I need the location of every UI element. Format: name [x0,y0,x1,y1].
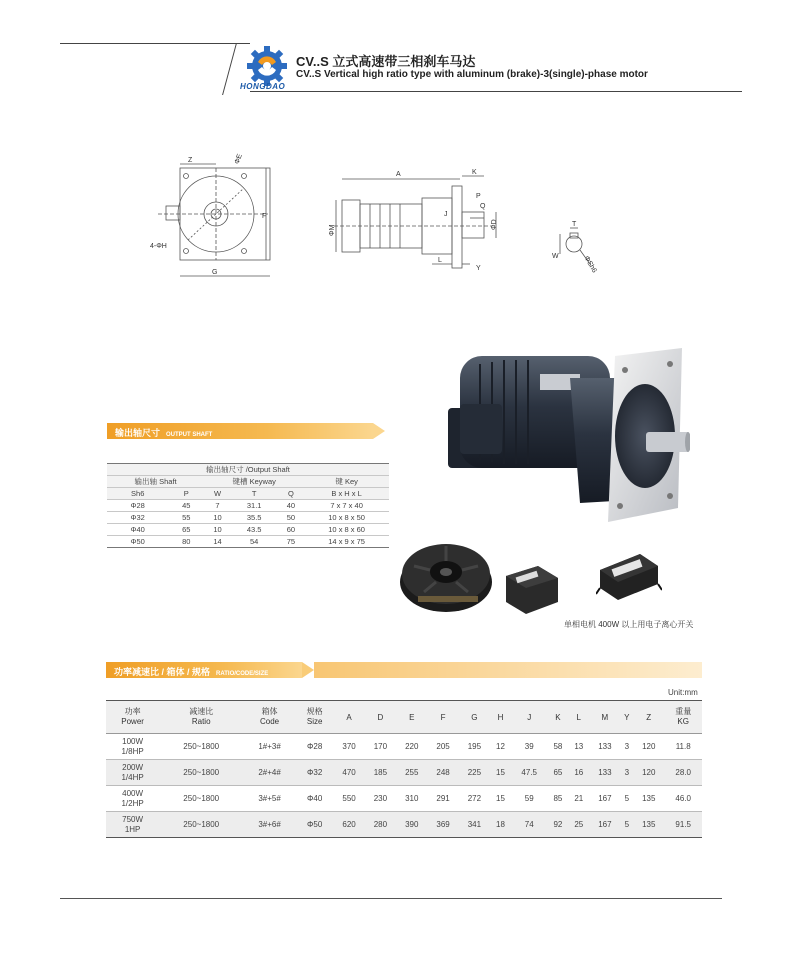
ratio-section-title-cn: 功率减速比 / 箱体 / 规格 [114,667,211,677]
ratio-col-header [106,701,159,734]
key-section-drawing [548,218,608,278]
table-cell: 135 [633,812,664,838]
table-cell: 170 [365,734,396,760]
table-cell: 50 [278,512,305,524]
ratio-col-header [459,701,490,734]
shaft-col-header: P [168,488,204,500]
table-cell: Φ50 [107,536,168,548]
table-cell [106,760,159,786]
table-cell: 3 [621,760,634,786]
shaft-col-header: T [231,488,278,500]
ratio-col-header [159,701,243,734]
front-view-drawing [148,148,278,288]
table-cell: 370 [333,734,364,760]
table-cell: 55 [168,512,204,524]
table-cell: 21 [568,786,589,812]
table-cell: 10 [204,524,231,536]
ratio-spec-table [106,700,702,838]
table-cell [106,812,159,838]
table-cell: 7 x 7 x 40 [304,500,389,512]
table-cell: 195 [459,734,490,760]
table-cell: 25 [568,812,589,838]
table-cell: 43.5 [231,524,278,536]
table-cell: 18 [490,812,511,838]
switch-module-large-photo [596,548,662,606]
table-cell: 5 [621,812,634,838]
table-cell: 341 [459,812,490,838]
label-y: Y [476,265,481,272]
table-cell: 167 [589,786,620,812]
table-row [107,536,389,548]
label-a: A [396,171,401,178]
table-cell: 16 [568,760,589,786]
ratio-section-bar [106,662,702,678]
label-k: K [472,169,477,176]
table-cell: 120 [633,760,664,786]
ratio-col-header-line: E [409,712,415,722]
table-cell: 10 x 8 x 60 [304,524,389,536]
table-cell [106,734,159,760]
table-cell: 255 [396,760,427,786]
ratio-col-header-line: F [440,712,446,722]
table-cell: 133 [589,734,620,760]
table-cell: 135 [633,786,664,812]
table-cell: 5 [621,786,634,812]
ratio-col-header-line: 规格 [306,707,323,716]
ratio-col-header [243,701,296,734]
table-cell: 272 [459,786,490,812]
ratio-col-header [633,701,664,734]
power-line: 1HP [124,824,141,834]
table-cell: 250~1800 [159,812,243,838]
ratio-col-header-line: Z [646,712,652,722]
table-cell: 14 [204,536,231,548]
table-cell: 250~1800 [159,786,243,812]
label-g: G [212,269,218,276]
label-t: T [572,221,577,228]
label-j: J [444,211,448,218]
ratio-col-header [427,701,458,734]
ratio-col-header [547,701,568,734]
table-row [107,524,389,536]
table-cell: 59 [511,786,548,812]
table-cell: 60 [278,524,305,536]
switch-caption: 单相电机 400W 以上用电子离心开关 [564,620,694,629]
table-cell: 39 [511,734,548,760]
ratio-col-header [396,701,427,734]
table-cell: 45 [168,500,204,512]
table-cell: Φ32 [107,512,168,524]
label-phi-m: ΦM [329,224,336,236]
table-cell: 225 [459,760,490,786]
power-line: 400W [122,788,144,798]
table-cell: Φ40 [296,786,334,812]
group-header-keyway: 键槽 Keyway [204,476,304,488]
table-row [107,512,389,524]
label-phi-e: ΦE [233,153,244,166]
group-header-shaft: 输出轴 Shaft [107,476,204,488]
table-cell: 369 [427,812,458,838]
ratio-col-header-line: 功率 [124,707,141,716]
table-row [106,812,702,838]
table-cell: 10 x 8 x 50 [304,512,389,524]
output-shaft-table-title: 输出轴尺寸 /Output Shaft [107,464,389,476]
ratio-col-header [568,701,589,734]
table-cell: 120 [633,734,664,760]
ratio-col-header-line: Power [121,717,144,726]
table-cell: 291 [427,786,458,812]
table-cell: 65 [547,760,568,786]
ratio-col-header-line: Code [260,717,280,726]
power-line: 750W [122,814,144,824]
table-cell [106,786,159,812]
ratio-col-header-line: J [527,712,532,722]
shaft-col-header: B x H x L [304,488,389,500]
output-shaft-section-title-en: OUTPUT SHAFT [166,432,213,438]
shaft-col-header: Q [278,488,305,500]
table-cell: 40 [278,500,305,512]
ratio-col-header-line: Y [624,712,630,722]
label-l: L [438,257,442,264]
table-cell: 28.0 [664,760,702,786]
table-cell: 230 [365,786,396,812]
ratio-col-header-line: 减速比 [189,707,214,716]
table-cell: 14 x 9 x 75 [304,536,389,548]
side-view-drawing [320,164,510,276]
table-cell: 220 [396,734,427,760]
table-row [106,786,702,812]
ratio-col-header-line: G [471,712,478,722]
ratio-col-header-line: 重量 [675,707,692,716]
table-cell: 550 [333,786,364,812]
label-holes: 4-ΦH [150,243,167,250]
shaft-col-header: Sh6 [107,488,168,500]
table-cell: 54 [231,536,278,548]
table-cell: 3#+6# [243,812,296,838]
table-cell: 31.1 [231,500,278,512]
ratio-col-header-line: M [601,712,609,722]
output-shaft-table [107,463,389,548]
table-cell: 205 [427,734,458,760]
ratio-col-header-line: A [346,712,352,722]
ratio-col-header-line: H [497,712,504,722]
table-cell: 2#+4# [243,760,296,786]
ratio-col-header [621,701,634,734]
ratio-col-header [490,701,511,734]
label-w: W [552,253,559,260]
ratio-col-header-line: D [377,712,384,722]
table-row [106,734,702,760]
table-cell: 280 [365,812,396,838]
power-line: 1/4HP [121,772,144,782]
table-cell: 167 [589,812,620,838]
table-cell: Φ28 [107,500,168,512]
table-cell: 310 [396,786,427,812]
table-cell: Φ28 [296,734,334,760]
table-cell: 58 [547,734,568,760]
unit-label: Unit:mm [668,688,698,697]
table-cell: 620 [333,812,364,838]
table-cell: 11.8 [664,734,702,760]
gear-motor-photo [440,338,690,528]
ratio-col-header-line: L [576,712,581,722]
ratio-col-header-line: K [555,712,561,722]
shaft-col-header: W [204,488,231,500]
table-cell: 92 [547,812,568,838]
table-cell: 35.5 [231,512,278,524]
table-cell: 250~1800 [159,760,243,786]
label-p: P [476,193,481,200]
table-cell: 13 [568,734,589,760]
table-row [107,500,389,512]
table-cell: 46.0 [664,786,702,812]
table-cell: 15 [490,786,511,812]
ratio-col-header [664,701,702,734]
table-cell: 74 [511,812,548,838]
ratio-col-header [333,701,364,734]
label-q: Q [480,203,486,210]
ratio-col-header [296,701,334,734]
header-rule-left [60,43,250,44]
brand-name: HONGDAO [240,82,286,91]
table-cell: 7 [204,500,231,512]
power-line: 200W [122,762,144,772]
table-cell: 47.5 [511,760,548,786]
label-f: F [262,213,267,220]
table-cell: 390 [396,812,427,838]
ratio-col-header-line: Ratio [191,717,211,726]
brake-disc-photo [398,536,498,616]
table-cell: 1#+3# [243,734,296,760]
page-title-en: CV..S Vertical high ratio type with aluminum (brake)-3(single)-phase motor [296,69,648,80]
table-cell: Φ40 [107,524,168,536]
table-cell: 470 [333,760,364,786]
power-line: 1/2HP [121,798,144,808]
ratio-col-header-line: Size [306,717,323,726]
table-cell: 185 [365,760,396,786]
table-cell: 10 [204,512,231,524]
table-cell: 250~1800 [159,734,243,760]
table-cell: 75 [278,536,305,548]
table-cell: 12 [490,734,511,760]
footer-rule [60,898,722,899]
group-header-key: 键 Key [304,476,389,488]
table-row [106,760,702,786]
ratio-col-header [365,701,396,734]
table-cell: 3#+5# [243,786,296,812]
table-cell: 133 [589,760,620,786]
table-cell: 80 [168,536,204,548]
ratio-col-header [589,701,620,734]
ratio-col-header-line: 箱体 [261,707,278,716]
table-cell: 65 [168,524,204,536]
table-cell: 248 [427,760,458,786]
header-rule-right [250,91,742,92]
ratio-col-header [511,701,548,734]
label-z: Z [188,157,193,164]
table-cell: 3 [621,734,634,760]
table-cell: 15 [490,760,511,786]
table-cell: 91.5 [664,812,702,838]
label-sh6: ΦSh6 [582,255,598,275]
switch-module-small-photo [500,562,562,618]
page-title-cn: CV..S 立式高速带三相刹车马达 [296,54,476,69]
power-line: 1/8HP [121,746,144,756]
output-shaft-section-bar [107,423,389,439]
ratio-col-header-line: KG [677,717,689,726]
table-cell: Φ32 [296,760,334,786]
ratio-section-title-en: RATIO/CODE/SIZE [216,671,269,677]
header-rule-slant [222,43,237,95]
power-line: 100W [122,736,144,746]
output-shaft-section-title-cn: 输出轴尺寸 [115,428,161,438]
label-phi-d: ΦD [491,219,498,230]
table-cell: 85 [547,786,568,812]
table-cell: Φ50 [296,812,334,838]
